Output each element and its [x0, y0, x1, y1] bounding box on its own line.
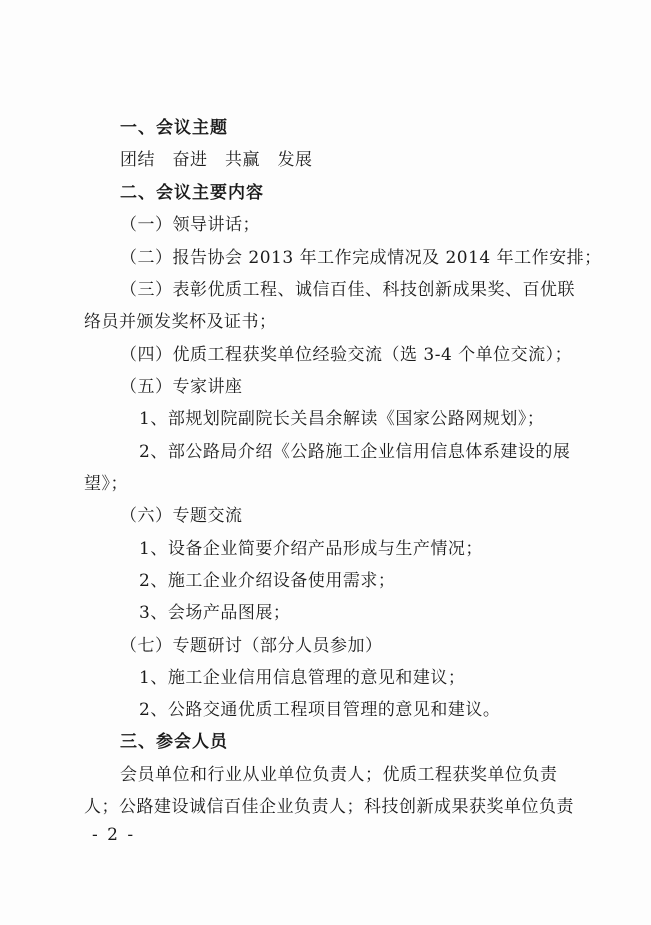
- content-item-6: （六）专题交流: [120, 506, 243, 526]
- content-item-3-continued: 络员并颁发奖杯及证书；: [84, 312, 277, 332]
- page-number: - 2 -: [92, 825, 136, 845]
- content-item-2: （二）报告协会 2013 年工作完成情况及 2014 年工作安排；: [120, 248, 602, 268]
- attendees-text-line-2: 人；公路建设诚信百佳企业负责人；科技创新成果获奖单位负责: [84, 797, 574, 817]
- content-item-7-sub-2: 2、公路交通优质工程项目管理的意见和建议。: [139, 700, 501, 720]
- content-item-5-sub-1: 1、部规划院副院长关昌余解读《国家公路网规划》；: [139, 409, 545, 429]
- content-item-6-sub-3: 3、会场产品图展；: [139, 603, 291, 623]
- content-item-7: （七）专题研讨（部分人员参加）: [120, 636, 383, 656]
- content-item-5-sub-2: 2、部公路局介绍《公路施工企业信用信息体系建设的展: [139, 442, 571, 462]
- content-item-4: （四）优质工程获奖单位经验交流（选 3-4 个单位交流）；: [120, 345, 573, 365]
- section-heading-attendees: 三、参会人员: [120, 732, 228, 752]
- content-item-1: （一）领导讲话；: [120, 215, 260, 235]
- content-item-5: （五）专家讲座: [120, 377, 243, 397]
- section-heading-meeting-content: 二、会议主要内容: [120, 183, 264, 203]
- attendees-text-line-1: 会员单位和行业从业单位负责人；优质工程获奖单位负责: [120, 765, 558, 785]
- section-heading-meeting-theme: 一、会议主题: [120, 118, 228, 138]
- content-item-7-sub-1: 1、施工企业信用信息管理的意见和建议；: [139, 668, 466, 688]
- content-item-6-sub-2: 2、施工企业介绍设备使用需求；: [139, 571, 396, 591]
- meeting-theme-text: 团结 奋进 共赢 发展: [120, 150, 313, 170]
- content-item-6-sub-1: 1、设备企业简要介绍产品形成与生产情况；: [139, 539, 483, 559]
- content-item-3: （三）表彰优质工程、诚信百佳、科技创新成果奖、百优联: [120, 280, 575, 300]
- content-item-5-sub-2-continued: 望》；: [84, 474, 128, 494]
